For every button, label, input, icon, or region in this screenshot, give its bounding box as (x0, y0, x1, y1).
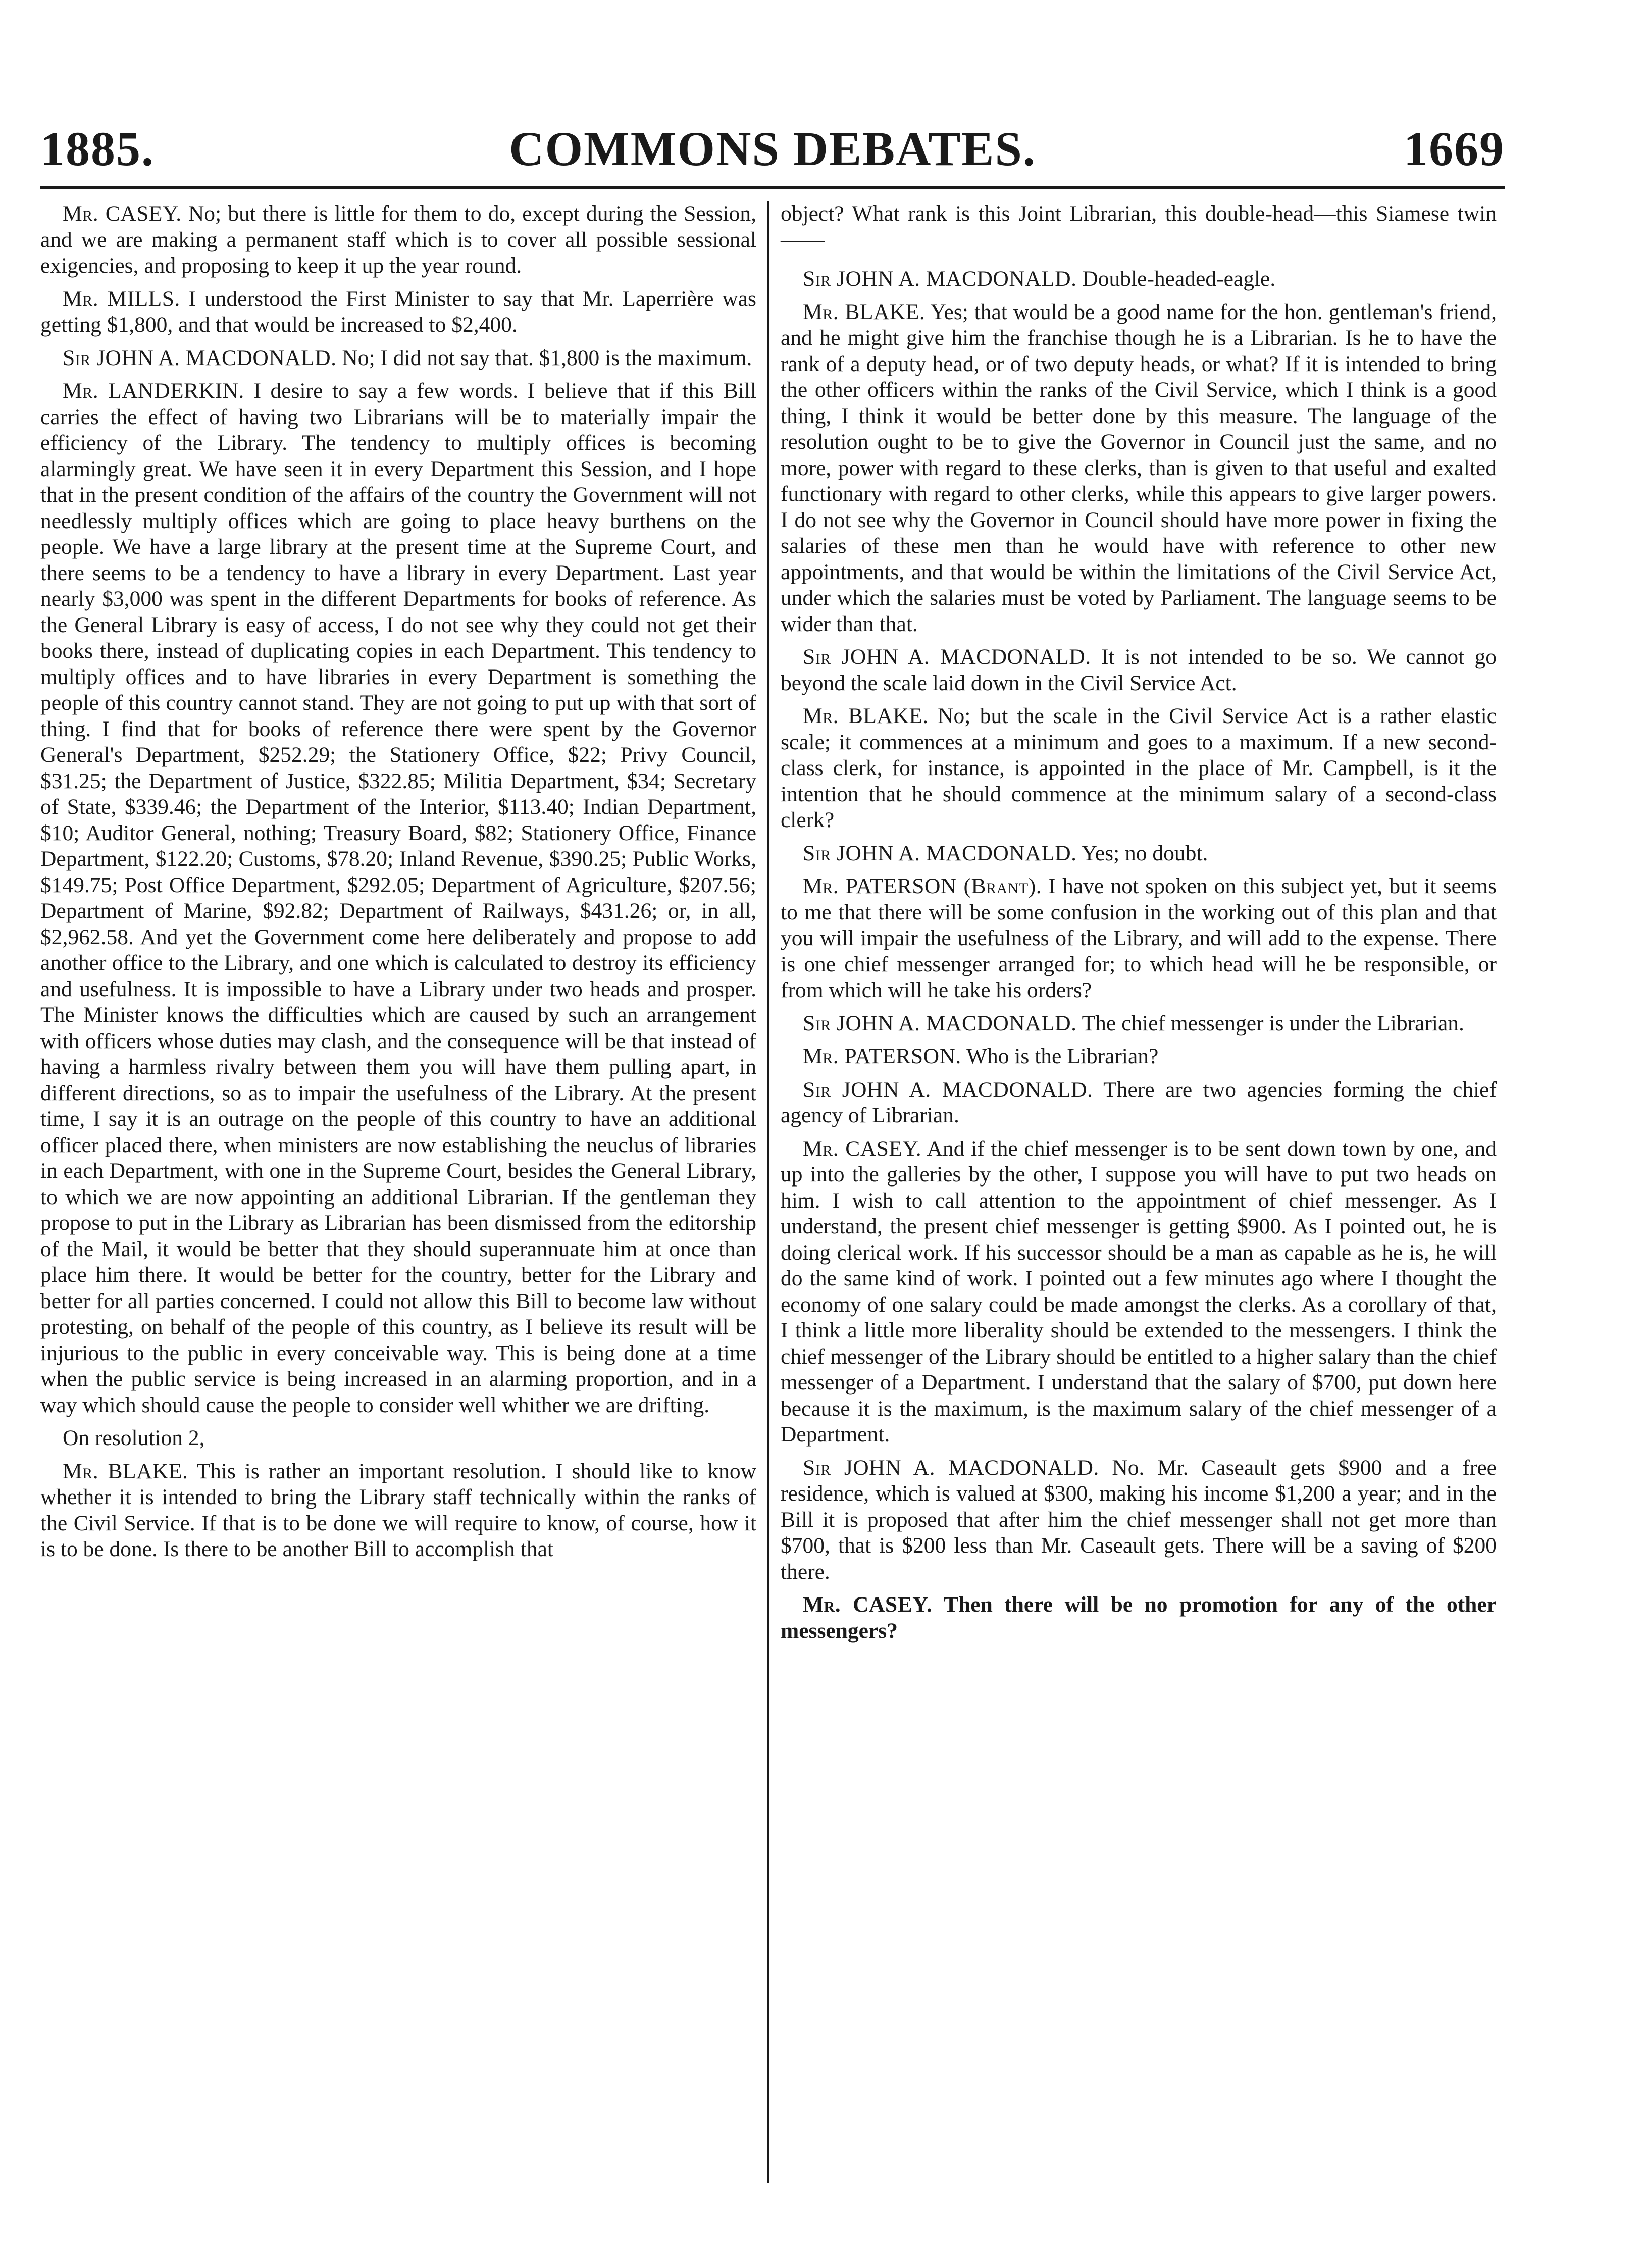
resolution-note (40, 1425, 756, 1452)
speaker-name: Sir JOHN A. MACDONALD. (803, 1077, 1093, 1102)
speech-paragraph (781, 644, 1497, 696)
header-title: COMMONS DEBATES. (509, 122, 1036, 176)
text-columns (40, 201, 1505, 2200)
speaker-name: Sir JOHN A. MACDONALD. (803, 267, 1077, 291)
speech-paragraph (781, 703, 1497, 834)
speech-text: Double-headed-eagle. (1082, 267, 1276, 291)
speech-paragraph (781, 841, 1497, 867)
left-column (40, 201, 767, 2200)
speech-paragraph (781, 1455, 1497, 1585)
header-rule (40, 186, 1505, 189)
speaker-name: Sir JOHN A. MACDONALD. (803, 645, 1091, 669)
speech-text: Who is the Librarian? (966, 1044, 1159, 1068)
speaker-name: Mr. BLAKE. (63, 1459, 188, 1483)
speech-paragraph (40, 378, 756, 1418)
speech-paragraph (781, 1011, 1497, 1037)
speech-text: Then there will be no promotion for any of the other messengers? (781, 1592, 1497, 1643)
speech-paragraph (40, 201, 756, 279)
speech-text: The chief messenger is under the Librarian. (1082, 1011, 1464, 1036)
speech-text: This is rather an important resolution. I should like to know whether it is intended to bring the Library staff technically within the ranks of the Civil Service. If that is to be done we will require to know, of course, how it is to be done. Is there to be another Bill to accomplish that (40, 1459, 756, 1561)
speaker-name: Mr. BLAKE. (803, 704, 929, 728)
speaker-name: Mr. CASEY. (803, 1592, 933, 1617)
speaker-name: Sir JOHN A. MACDONALD. (63, 345, 337, 370)
speech-text: I understood the First Minister to say that Mr. Laperrière was getting $1,800, and that would be increased to $2,400. (40, 286, 756, 337)
speech-paragraph (781, 1592, 1497, 1644)
speech-text: Yes; no doubt. (1081, 841, 1208, 865)
speaker-name: Mr. PATERSON. (803, 1044, 961, 1068)
speaker-name: Sir JOHN A. MACDONALD. (803, 841, 1077, 865)
speech-text: No; but the scale in the Civil Service Act is a rather elastic scale; it commences at a minimum and goes to a maximum. If a new second-class clerk, for instance, is appointed in the place of Mr. Campbell, is it the intention that he should commence at the minimum salary of a second-class clerk? (781, 704, 1497, 832)
speech-paragraph (40, 286, 756, 338)
page-header (40, 116, 1505, 187)
continued-text: object? What rank is this Joint Librarian, this double-head—this Siamese twin—— (781, 201, 1497, 252)
page (40, 116, 1505, 2211)
header-page-number: 1669 (1404, 122, 1505, 176)
speaker-name: Mr. BLAKE. (803, 299, 926, 324)
speech-text: Yes; that would be a good name for the hon. gentleman's friend, and he might give him the franchise though he is a Librarian. Is he to have the rank of a deputy head, or of two deputy heads, or what? If it is intended to bring the other officers within the ranks of the Civil Service, which I think is a good thing, I think it would be better done by this measure. The language of the resolution ought to be to give the Governor in Council just the same, and no more, power with regard to these clerks, than is given to that useful and exalted functionary with regard to other clerks, while this appears to give larger powers. I do not see why the Governor in Council should have more power in fixing the salaries of these men than he would have with reference to other new appointments, and that would be within the limitations of the Civil Service Act, under which the salaries must be voted by Parliament. The language seems to be wider than that. (781, 299, 1497, 636)
speech-text: No; but there is little for them to do, except during the Session, and we are making a permanent staff which is to cover all possible sessional exigencies, and proposing to keep it up the year round. (40, 201, 756, 278)
right-column (769, 201, 1497, 2200)
speaker-name: Sir JOHN A. MACDONALD. (803, 1455, 1099, 1480)
speech-paragraph (781, 873, 1497, 1004)
speech-paragraph (781, 1044, 1497, 1070)
speech-text: It is not intended to be so. We cannot go beyond the scale laid down in the Civil Service Act. (781, 645, 1497, 695)
speaker-name: Mr. CASEY. (803, 1136, 922, 1161)
speech-text: I have not spoken on this subject yet, but it seems to me that there will be some confusion in the working out of this plan and that you will impair the usefulness of the Library, and will add to the expense. There is one chief messenger arranged for; to which head will he be responsible, or from which will he take his orders? (781, 874, 1497, 1002)
speaker-name: Mr. CASEY. (63, 201, 182, 226)
header-year: 1885. (40, 122, 155, 176)
speaker-name: Mr. PATERSON (Brant). (803, 874, 1042, 898)
speech-paragraph (781, 266, 1497, 292)
speech-text: There are two agencies forming the chief agency of Librarian. (781, 1077, 1497, 1127)
speaker-name: Mr. MILLS. (63, 286, 180, 311)
speech-text: No; I did not say that. $1,800 is the maximum. (342, 345, 752, 370)
speech-paragraph (781, 299, 1497, 638)
speech-paragraph (40, 345, 756, 372)
speech-text: I desire to say a few words. I believe that if this Bill carries the effect of having two Librarians will be to materially impair the efficiency of the Library. The tendency to multiply offices is becoming alarmingly great. We have seen it in every Department this Session, and I hope that in the present condition of the affairs of the country the Government will not needlessly multiply offices which are going to place heavy burthens on the people. We have a large library at the present time at the Supreme Court, and there seems to be a tendency to have a library in every Department. Last year nearly $3,000 was spent in the different Departments for books of reference. As the General Library is easy of access, I do not see why they could not get their books there, instead of duplicating copies in each Department. This tendency to multiply offices and to have libraries in every Department is something the people of this country cannot stand. They are not going to put up with that sort of thing. I find that for books of reference there were spent by the Governor General's Department, $252.29; the Stationery Office, $22; Privy Council, $31.25; the Department of Justice, $322.85; Militia Department, $34; Secretary of State, $339.46; the Department of the Interior, $113.40; Indian Department, $10; Auditor General, nothing; Treasury Board, $82; Stationery Office, Finance Department, $122.20; Customs, $78.20; Inland Revenue, $390.25; Public Works, $149.75; Post Office Department, $292.05; Department of Agriculture, $207.56; Department of Marine, $92.82; Department of Railways, $431.26; or, in all, $2,962.58. And yet the Government come here deliberately and propose to add another office to the Library, and one which is calculated to destroy its efficiency and usefulness. It is impossible to have a Library under two heads and prosper. The Minister knows the difficulties which are caused by such an arrangement with officers whose duties may clash, and the consequence will be that instead of having a harmless rivalry between them you will have them pulling apart, in different directions, so as to impair the usefulness of the Library. At the present time, I say it is an outrage on the people of this country to have an additional officer placed there, when ministers are now establishing the neuclus of libraries in each Department, with one in the Supreme Court, besides the General Library, to which we are now appointing an additional Librarian. If the gentleman they propose to put in the Library as Librarian has been dismissed from the editorship of the Mail, it would be better that they should superannuate him at once than place him there. It would be better for the country, better for the Library and better for all parties concerned. I could not allow this Bill to become law without protesting, on behalf of the people of this country, as I believe its result will be injurious to the public in every conceivable way. This is being done at a time when the public service is being increased in an alarming proportion, and in a way which should cause the people to consider well whither we are drifting. (40, 379, 756, 1417)
speech-text: And if the chief messenger is to be sent down town by one, and up into the galleries by the other, I suppose you will have to put two heads on him. I wish to call attention to the appointment of chief messenger. As I understand, the present chief messenger is getting $900. As I pointed out, he is doing clerical work. If his successor should be a man as capable as he is, he will do the same kind of work. I pointed out a few minutes ago where I thought the economy of one salary could be made amongst the clerks. As a corollary of that, I think a little more liberality should be extended to the messengers. I think the chief messenger of the Library should be entitled to a higher salary than the chief messenger of a Department. I understand that the salary of $700, put down here because it is the maximum, is the maximum salary of the chief messenger of a Department. (781, 1136, 1497, 1447)
speech-paragraph (781, 1077, 1497, 1129)
resolution-text: On resolution 2, (63, 1426, 205, 1450)
speech-paragraph (781, 1136, 1497, 1448)
speaker-name: Mr. LANDERKIN. (63, 379, 244, 403)
speech-text: No. Mr. Caseault gets $900 and a free residence, which is valued at $300, making his income $1,200 a year; and in the Bill it is proposed that after him the chief messenger shall not get more than $700, that is $200 less than Mr. Caseault gets. There will be a saving of $200 there. (781, 1455, 1497, 1584)
speaker-name: Sir JOHN A. MACDONALD. (803, 1011, 1077, 1036)
speech-paragraph (40, 1459, 756, 1563)
